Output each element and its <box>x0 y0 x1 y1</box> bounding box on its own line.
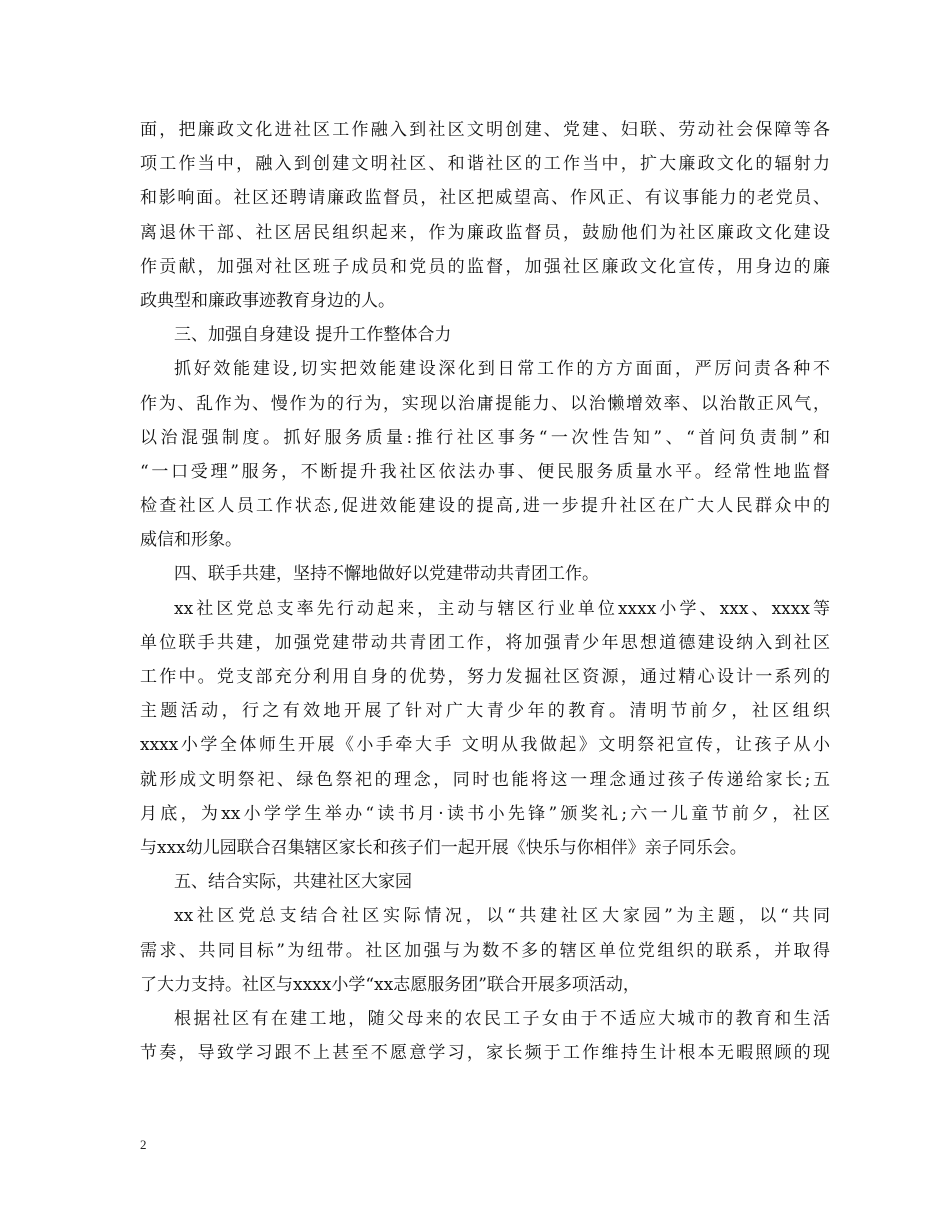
body-text <box>140 113 830 1070</box>
text-line: 和影响面。社区还聘请廉政监督员，社区把威望高、作风正、有议事能力的老党员、 <box>140 188 830 209</box>
text-line: 根据社区有在建工地，随父母来的农民工子女由于不适应大城市的教育和生活 <box>174 1008 830 1029</box>
text-line: xxxx小学全体师生开展《小手牵大手 文明从我做起》文明祭祀宣传，让孩子从小 <box>140 735 830 756</box>
text-line: 了大力支持。社区与xxxx小学“xx志愿服务团”联合开展多项活动， <box>140 974 640 995</box>
text-line: 主题活动，行之有效地开展了针对广大青少年的教育。清明节前夕，社区组织 <box>140 701 830 722</box>
section-heading: 四、联手共建，坚持不懈地做好以党建带动共青团工作。 <box>174 564 599 585</box>
text-line: 面，把廉政文化进社区工作融入到社区文明创建、党建、妇联、劳动社会保障等各 <box>140 120 830 140</box>
text-line: 以治混强制度。抓好服务质量:推行社区事务“一次性告知”、“首问负责制”和 <box>140 427 830 448</box>
text-line: xx社区党总支率先行动起来，主动与辖区行业单位xxxx小学、xxx、xxxx等 <box>174 598 830 619</box>
section-heading: 五、结合实际，共建社区大家园 <box>174 872 412 893</box>
text-line: 节奏，导致学习跟不上甚至不愿意学习，家长频于工作维持生计根本无暇照顾的现 <box>140 1043 830 1064</box>
text-line: 作贡献，加强对社区班子成员和党员的监督，加强社区廉政文化宣传，用身边的廉 <box>140 256 830 277</box>
section-heading: 三、加强自身建设 提升工作整体合力 <box>174 325 452 346</box>
text-line: 政典型和廉政事迹教育身边的人。 <box>140 290 395 311</box>
text-line: xx社区党总支结合社区实际情况，以“共建社区大家园”为主题，以“共同 <box>174 906 830 927</box>
text-line: 离退休干部、社区居民组织起来，作为廉政监督员，鼓励他们为社区廉政文化建设 <box>140 222 830 243</box>
text-line: 需求、共同目标”为纽带。社区加强与为数不多的辖区单位党组织的联系，并取得 <box>140 940 830 961</box>
text-line: 作为、乱作为、慢作为的行为，实现以治庸提能力、以治懒增效率、以治散正风气， <box>140 393 830 414</box>
text-line: 抓好效能建设,切实把效能建设深化到日常工作的方方面面，严厉问责各种不 <box>174 359 830 380</box>
text-line: “一口受理”服务，不断提升我社区依法办事、便民服务质量水平。经常性地监督 <box>140 461 830 482</box>
text-line: 就形成文明祭祀、绿色祭祀的理念，同时也能将这一理念通过孩子传递给家长;五 <box>140 769 830 790</box>
text-line: 工作中。党支部充分利用自身的优势，努力发掘社区资源，通过精心设计一系列的 <box>140 667 830 687</box>
text-line: 检查社区人员工作状态,促进效能建设的提高,进一步提升社区在广大人民群众中的 <box>140 496 830 517</box>
text-line: 项工作当中，融入到创建文明社区、和谐社区的工作当中，扩大廉政文化的辐射力 <box>140 154 830 175</box>
page-number: 2 <box>140 1137 147 1152</box>
text-line: 单位联手共建，加强党建带动共青团工作，将加强青少年思想道德建设纳入到社区 <box>140 632 830 653</box>
text-line: 与xxx幼儿园联合召集辖区家长和孩子们一起开展《快乐与你相伴》亲子同乐会。 <box>140 837 747 858</box>
text-line: 威信和形象。 <box>140 530 242 551</box>
text-line: 月底，为xx小学学生举办“读书月·读书小先锋”颁奖礼;六一儿童节前夕，社区 <box>140 803 830 824</box>
